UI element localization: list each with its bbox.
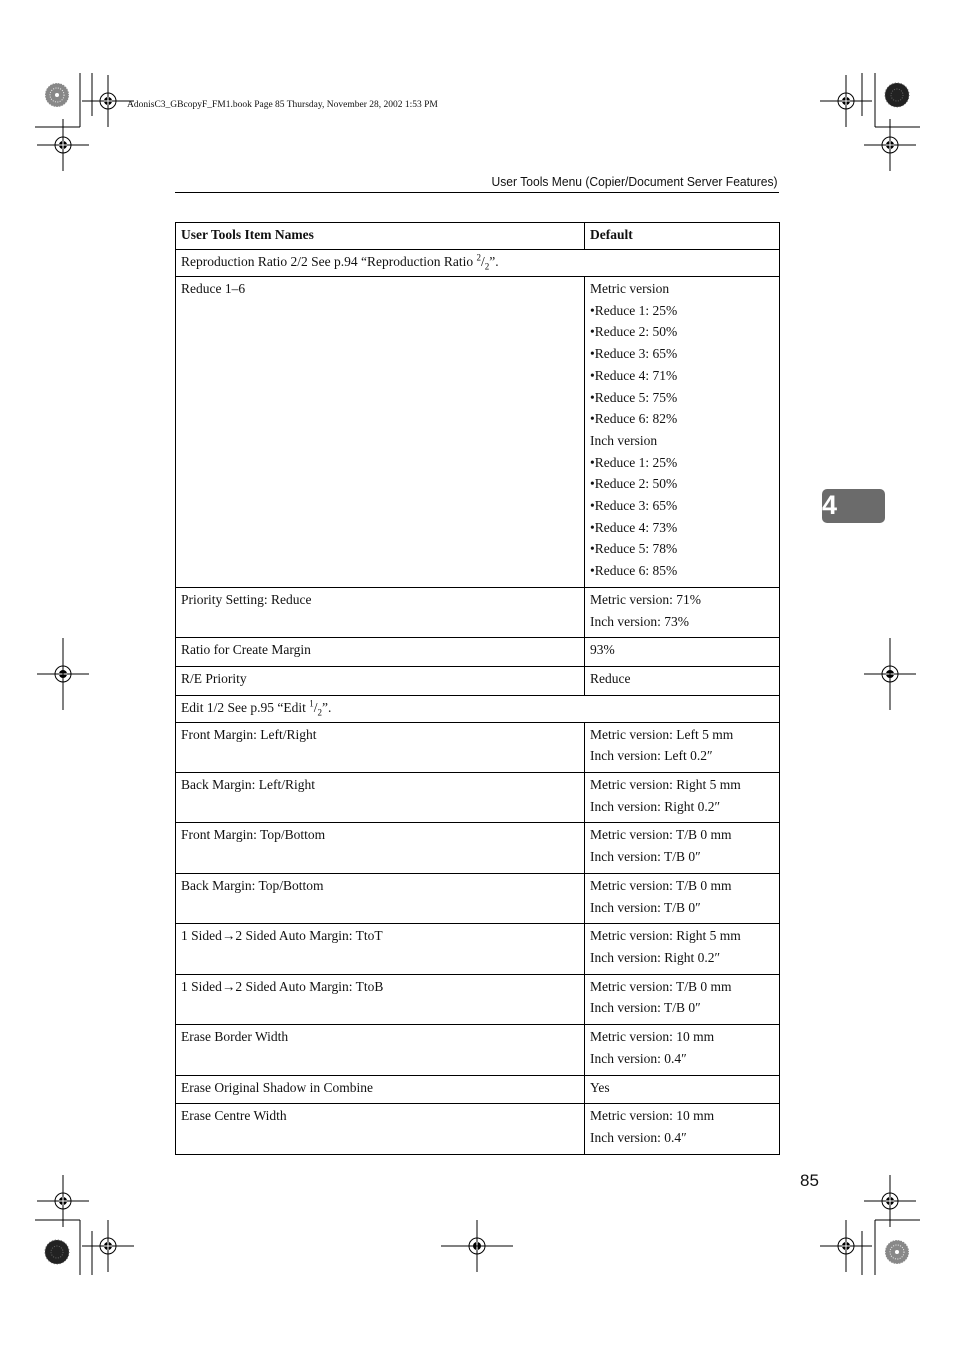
table-row	[176, 924, 780, 974]
header-rule	[175, 192, 779, 193]
page-number: 85	[800, 1171, 819, 1190]
print-info: AdonisC3_GBcopyF_FM1.book Page 85 Thursday, November 28, 2002 1:53 PM	[127, 100, 438, 110]
default-value	[585, 666, 780, 695]
table-row	[176, 1025, 780, 1075]
table-row	[176, 277, 780, 588]
default-line: •Reduce 4: 73%	[590, 519, 678, 535]
default-line: •Reduce 6: 85%	[590, 563, 678, 579]
default-value	[585, 924, 780, 974]
default-value	[585, 823, 780, 873]
table-row	[176, 638, 780, 667]
user-tools-table	[175, 222, 780, 1155]
star-target-icon	[45, 83, 69, 107]
default-line: Metric version: 71%	[590, 591, 701, 607]
default-line: Metric version: T/B 0 mm	[590, 877, 732, 893]
default-line: •Reduce 6: 82%	[590, 411, 678, 427]
table-row	[176, 773, 780, 823]
item-name: 1 Sided→2 Sided Auto Margin: TtoT	[176, 924, 585, 974]
item-name: Front Margin: Left/Right	[176, 722, 585, 772]
crosshair-icon	[864, 1175, 916, 1227]
default-line: Metric version: 10 mm	[590, 1029, 715, 1045]
default-line: Inch version: T/B 0″	[590, 849, 701, 865]
table-row	[176, 1075, 780, 1104]
crosshair-icon	[37, 1175, 89, 1227]
default-line: Reduce	[590, 670, 631, 686]
subscript: 2	[317, 707, 322, 718]
default-line: •Reduce 1: 25%	[590, 302, 678, 318]
item-name: Erase Border Width	[176, 1025, 585, 1075]
chapter-number: 4	[822, 490, 837, 520]
default-line: Metric version: Right 5 mm	[590, 928, 741, 944]
crosshair-icon	[820, 75, 872, 127]
column-header: Default	[585, 223, 780, 250]
default-value	[585, 638, 780, 667]
default-value	[585, 277, 780, 588]
default-line: Inch version: 0.4″	[590, 1129, 687, 1145]
default-line: Yes	[590, 1079, 610, 1095]
default-line: •Reduce 5: 75%	[590, 389, 678, 405]
section-heading-suffix: ”.	[489, 254, 499, 269]
default-line: •Reduce 2: 50%	[590, 476, 678, 492]
section-heading-row	[176, 250, 780, 277]
default-line: Inch version	[590, 432, 658, 448]
section-heading	[176, 695, 780, 722]
table-header-row	[176, 223, 780, 250]
fraction-slash: /	[480, 254, 485, 269]
item-name: 1 Sided→2 Sided Auto Margin: TtoB	[176, 974, 585, 1024]
default-line: •Reduce 2: 50%	[590, 324, 678, 340]
star-target-icon	[45, 1240, 69, 1264]
section-heading-row	[176, 695, 780, 722]
item-name: R/E Priority	[176, 666, 585, 695]
default-value	[585, 873, 780, 923]
item-name: Back Margin: Left/Right	[176, 773, 585, 823]
default-line: Metric version: Left 5 mm	[590, 726, 734, 742]
default-line: Inch version: Left 0.2″	[590, 748, 713, 764]
default-line: Metric version: T/B 0 mm	[590, 827, 732, 843]
default-line: Inch version: T/B 0″	[590, 1000, 701, 1016]
default-line: Metric version: Right 5 mm	[590, 777, 741, 793]
default-line: •Reduce 3: 65%	[590, 346, 678, 362]
item-name: Ratio for Create Margin	[176, 638, 585, 667]
subscript: 2	[484, 261, 490, 272]
default-line: •Reduce 4: 71%	[590, 367, 678, 383]
table-row	[176, 666, 780, 695]
default-value	[585, 1025, 780, 1075]
section-heading-text: Edit 1/2 See p.95 “Edit	[181, 699, 310, 715]
star-target-icon	[885, 83, 909, 107]
crosshair-icon	[82, 1220, 134, 1272]
default-line: Inch version: Right 0.2″	[590, 949, 721, 965]
table-row	[176, 873, 780, 923]
default-line: Inch version: Right 0.2″	[590, 798, 721, 814]
table-body	[176, 250, 780, 1155]
default-line: •Reduce 3: 65%	[590, 498, 678, 514]
default-line: Inch version: 0.4″	[590, 1050, 687, 1066]
item-name: Back Margin: Top/Bottom	[176, 873, 585, 923]
section-heading	[176, 250, 780, 277]
default-value	[585, 773, 780, 823]
table-row	[176, 722, 780, 772]
item-name: Priority Setting: Reduce	[176, 587, 585, 637]
default-line: Metric version: T/B 0 mm	[590, 978, 732, 994]
table-row	[176, 1104, 780, 1154]
default-value	[585, 587, 780, 637]
section-heading-text: Reproduction Ratio 2/2 See p.94 “Reproduction Ratio	[181, 254, 477, 269]
section-heading-suffix: ”.	[322, 699, 332, 715]
default-value	[585, 974, 780, 1024]
column-header: User Tools Item Names	[176, 223, 585, 250]
item-name: Erase Original Shadow in Combine	[176, 1075, 585, 1104]
table-row	[176, 823, 780, 873]
default-line: Metric version: 10 mm	[590, 1108, 715, 1124]
crosshair-icon	[820, 1220, 872, 1272]
superscript: 1	[309, 698, 314, 709]
default-line: Metric version	[590, 281, 670, 296]
item-name: Erase Centre Width	[176, 1104, 585, 1154]
default-value	[585, 1104, 780, 1154]
default-line: 93%	[590, 642, 615, 658]
table-row	[176, 587, 780, 637]
chapter-tab	[822, 489, 885, 523]
superscript: 2	[476, 252, 481, 263]
fraction-slash: /	[313, 699, 318, 715]
default-line: Inch version: T/B 0″	[590, 899, 701, 915]
default-line: •Reduce 1: 25%	[590, 454, 678, 470]
default-line: •Reduce 5: 78%	[590, 541, 678, 557]
star-target-icon	[885, 1240, 909, 1264]
default-line: Inch version: 73%	[590, 613, 689, 629]
running-header: User Tools Menu (Copier/Document Server Features)	[491, 174, 778, 189]
default-value	[585, 1075, 780, 1104]
default-value	[585, 722, 780, 772]
table-row	[176, 974, 780, 1024]
item-name: Front Margin: Top/Bottom	[176, 823, 585, 873]
item-name: Reduce 1–6	[176, 277, 585, 588]
